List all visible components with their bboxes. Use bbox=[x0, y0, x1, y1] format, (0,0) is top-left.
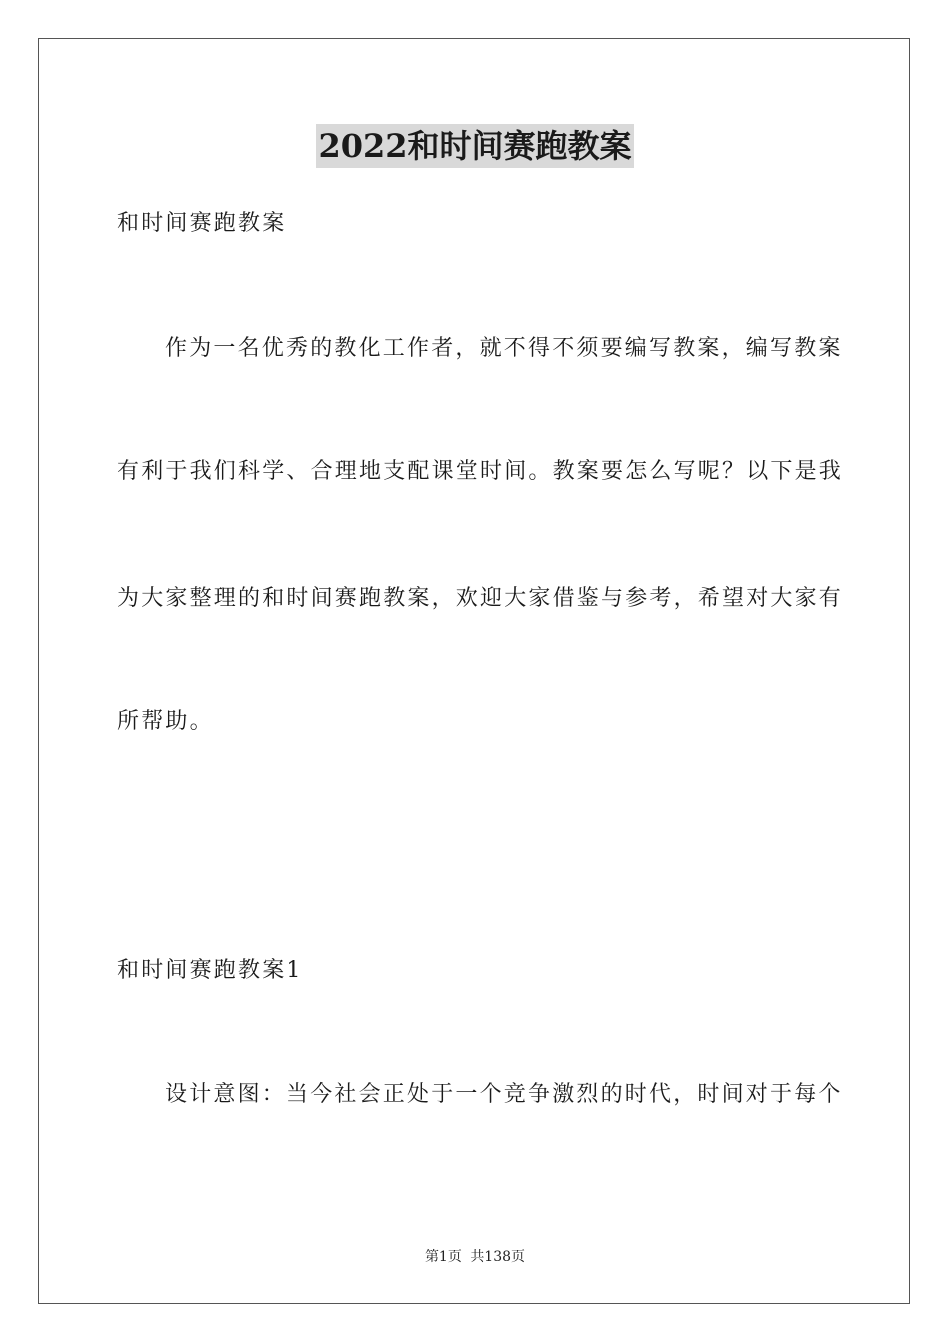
title-container bbox=[0, 124, 950, 168]
intro-line-3: 为大家整理的和时间赛跑教案，欢迎大家借鉴与参考，希望对大家有 bbox=[117, 586, 844, 611]
section-line-1: 设计意图：当今社会正处于一个竞争激烈的时代，时间对于每个 bbox=[165, 1082, 843, 1107]
page-footer bbox=[0, 1247, 950, 1267]
section-heading: 和时间赛跑教案1 bbox=[117, 958, 303, 983]
page-number: 第1页 bbox=[424, 1249, 462, 1265]
page-count: 共138页 bbox=[470, 1249, 526, 1265]
intro-line-2: 有利于我们科学、合理地支配课堂时间。教案要怎么写呢？以下是我 bbox=[117, 459, 844, 484]
intro-line-4: 所帮助。 bbox=[117, 709, 214, 734]
intro-line-1: 作为一名优秀的教化工作者，就不得不须要编写教案，编写教案 bbox=[165, 336, 843, 361]
subtitle: 和时间赛跑教案 bbox=[117, 211, 287, 236]
document-title: 2022和时间赛跑教案 bbox=[316, 124, 633, 168]
